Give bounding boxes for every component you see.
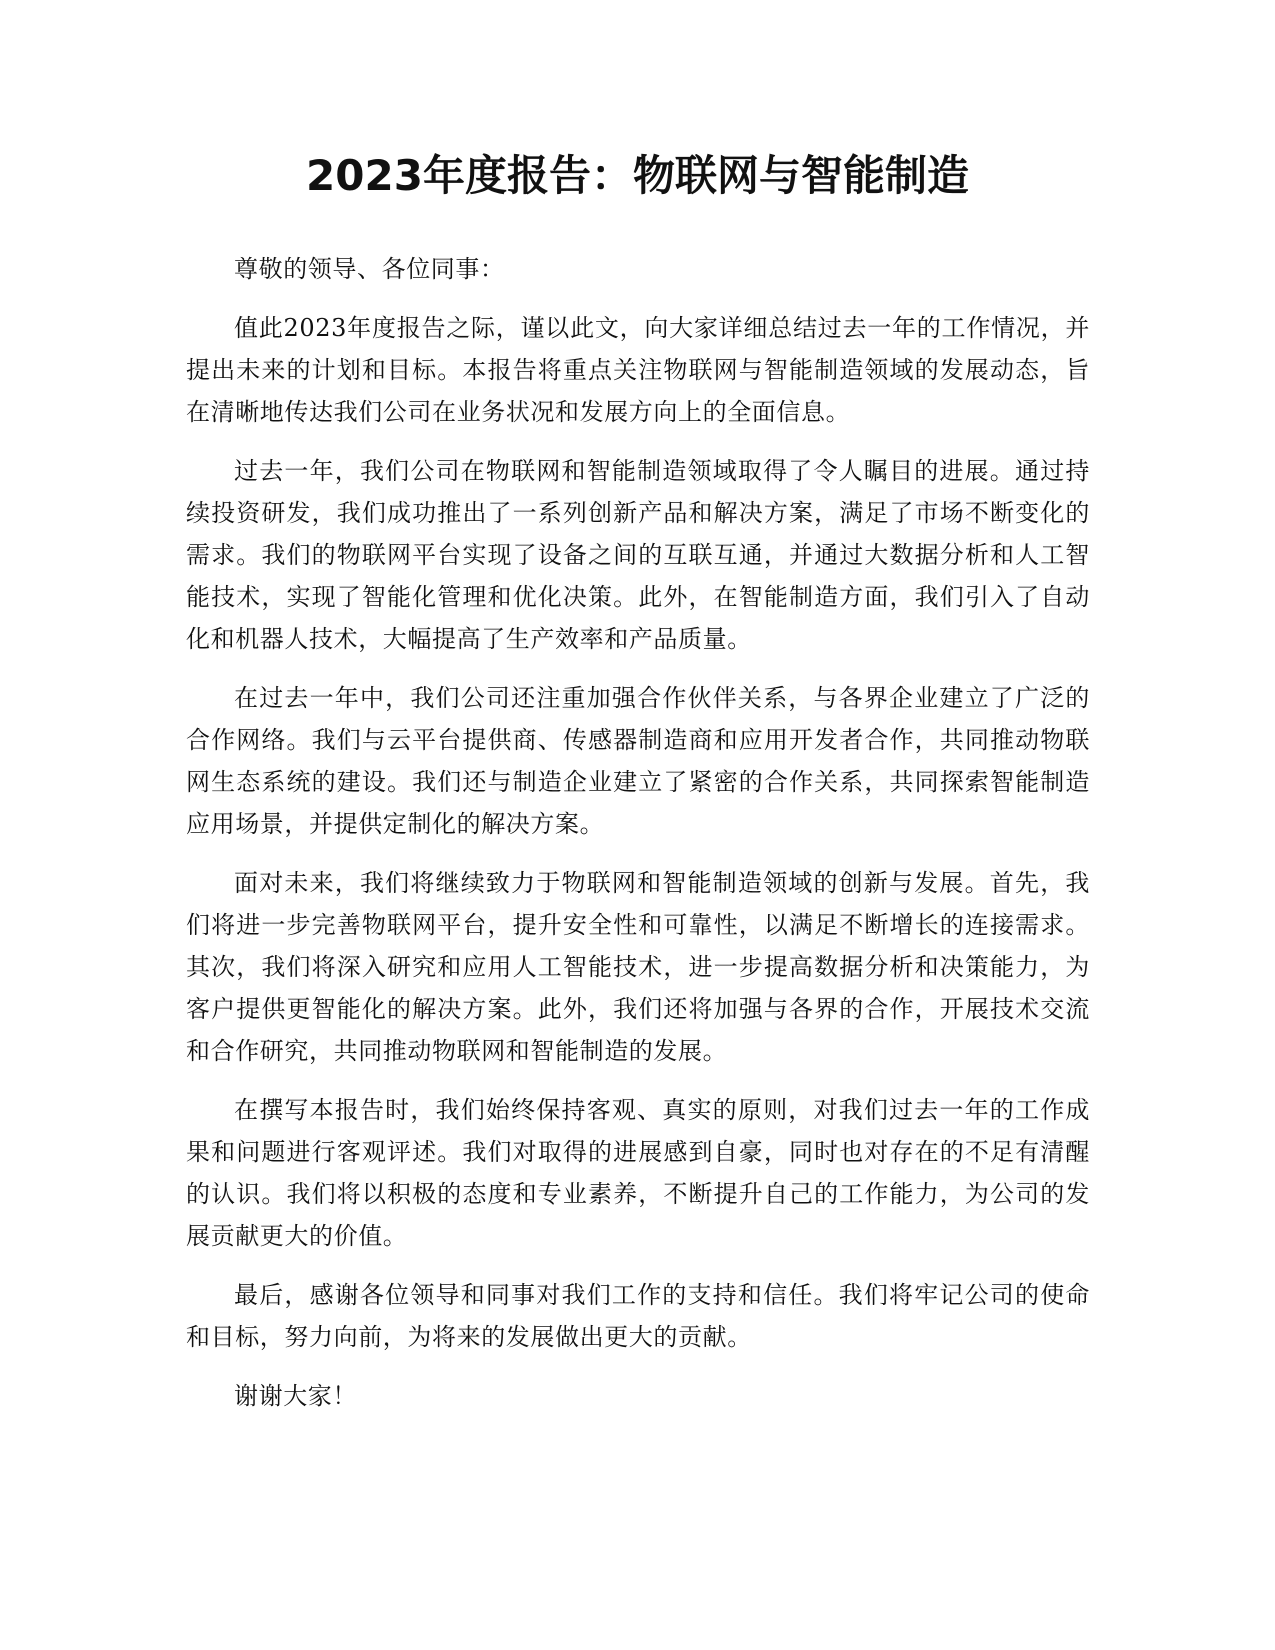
intro-paragraph: 值此2023年度报告之际，谨以此文，向大家详细总结过去一年的工作情况，并提出未来的计划和目标。本报告将重点关注物联网与智能制造领域的发展动态，旨在清晰地传达我们公司在业务状况和发展方向上的全面信息。 [186, 314, 1090, 426]
progress-paragraph: 过去一年，我们公司在物联网和智能制造领域取得了令人瞩目的进展。通过持续投资研发，我们成功推出了一系列创新产品和解决方案，满足了市场不断变化的需求。我们的物联网平台实现了设备之间的互联互通，并通过大数据分析和人工智能技术，实现了智能化管理和优化决策。此外，在智能制造方面，我们引入了自动化和机器人技术，大幅提高了生产效率和产品质量。 [186, 457, 1090, 653]
document-title: 2023年度报告：物联网与智能制造 [306, 151, 969, 200]
closing-paragraph: 谢谢大家！ [234, 1382, 357, 1410]
thanks-paragraph: 最后，感谢各位领导和同事对我们工作的支持和信任。我们将牢记公司的使命和目标，努力向前，为将来的发展做出更大的贡献。 [186, 1281, 1090, 1351]
greeting-paragraph: 尊敬的领导、各位同事： [234, 255, 505, 283]
future-plans-paragraph: 面对未来，我们将继续致力于物联网和智能制造领域的创新与发展。首先，我们将进一步完善物联网平台，提升安全性和可靠性，以满足不断增长的连接需求。其次，我们将深入研究和应用人工智能技术，进一步提高数据分析和决策能力，为客户提供更智能化的解决方案。此外，我们还将加强与各界的合作，开展技术交流和合作研究，共同推动物联网和智能制造的发展。 [186, 869, 1090, 1065]
principles-paragraph: 在撰写本报告时，我们始终保持客观、真实的原则，对我们过去一年的工作成果和问题进行客观评述。我们对取得的进展感到自豪，同时也对存在的不足有清醒的认识。我们将以积极的态度和专业素养，不断提升自己的工作能力，为公司的发展贡献更大的价值。 [186, 1096, 1090, 1250]
document-body [186, 248, 1090, 1434]
partnership-paragraph: 在过去一年中，我们公司还注重加强合作伙伴关系，与各界企业建立了广泛的合作网络。我们与云平台提供商、传感器制造商和应用开发者合作，共同推动物联网生态系统的建设。我们还与制造企业建立了紧密的合作关系，共同探索智能制造应用场景，并提供定制化的解决方案。 [186, 684, 1090, 838]
